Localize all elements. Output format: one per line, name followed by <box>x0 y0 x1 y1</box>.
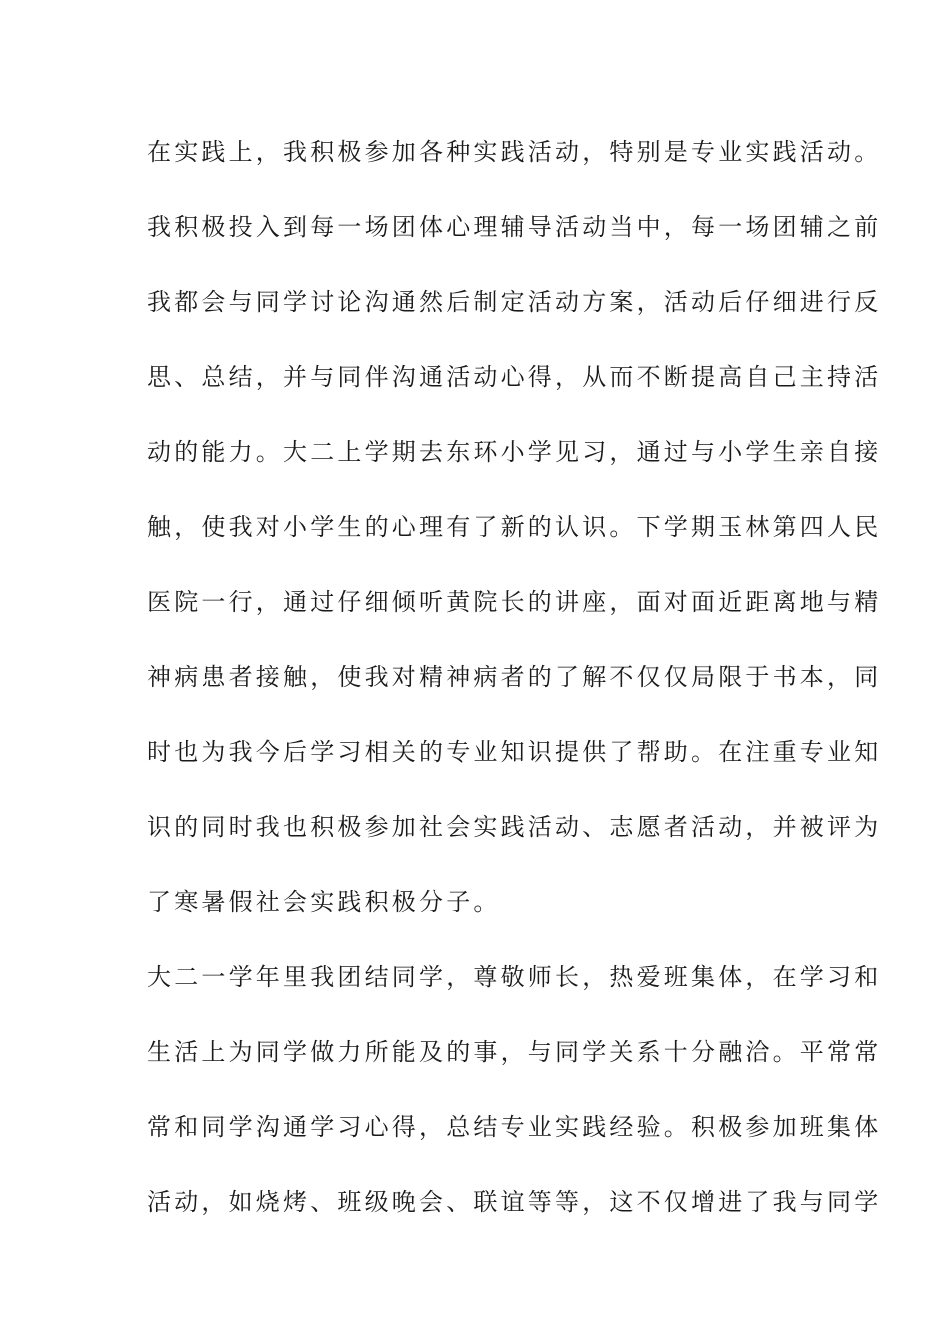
body-text <box>147 128 882 1253</box>
text-line: 识的同时我也积极参加社会实践活动、志愿者活动，并被评为 <box>147 813 882 841</box>
text-line: 了寒暑假社会实践积极分子。 <box>147 888 501 916</box>
text-line: 触，使我对小学生的心理有了新的认识。下学期玉林第四人民 <box>147 513 882 541</box>
text-line: 动的能力。大二上学期去东环小学见习，通过与小学生亲自接 <box>147 438 882 466</box>
text-line: 时也为我今后学习相关的专业知识提供了帮助。在注重专业知 <box>147 738 882 766</box>
text-line: 医院一行，通过仔细倾听黄院长的讲座，面对面近距离地与精 <box>147 588 882 616</box>
text-line: 我都会与同学讨论沟通然后制定活动方案，活动后仔细进行反 <box>147 288 882 316</box>
text-line: 活动，如烧烤、班级晚会、联谊等等，这不仅增进了我与同学 <box>147 1188 882 1216</box>
text-line: 在实践上，我积极参加各种实践活动，特别是专业实践活动。 <box>147 138 882 166</box>
text-line: 我积极投入到每一场团体心理辅导活动当中，每一场团辅之前 <box>147 213 882 241</box>
text-line: 生活上为同学做力所能及的事，与同学关系十分融洽。平常常 <box>147 1038 882 1066</box>
text-line: 大二一学年里我团结同学，尊敬师长，热爱班集体，在学习和 <box>147 963 882 991</box>
text-line: 思、总结，并与同伴沟通活动心得，从而不断提高自己主持活 <box>147 363 882 391</box>
text-line: 常和同学沟通学习心得，总结专业实践经验。积极参加班集体 <box>147 1113 882 1141</box>
text-line: 神病患者接触，使我对精神病者的了解不仅仅局限于书本，同 <box>147 663 882 691</box>
